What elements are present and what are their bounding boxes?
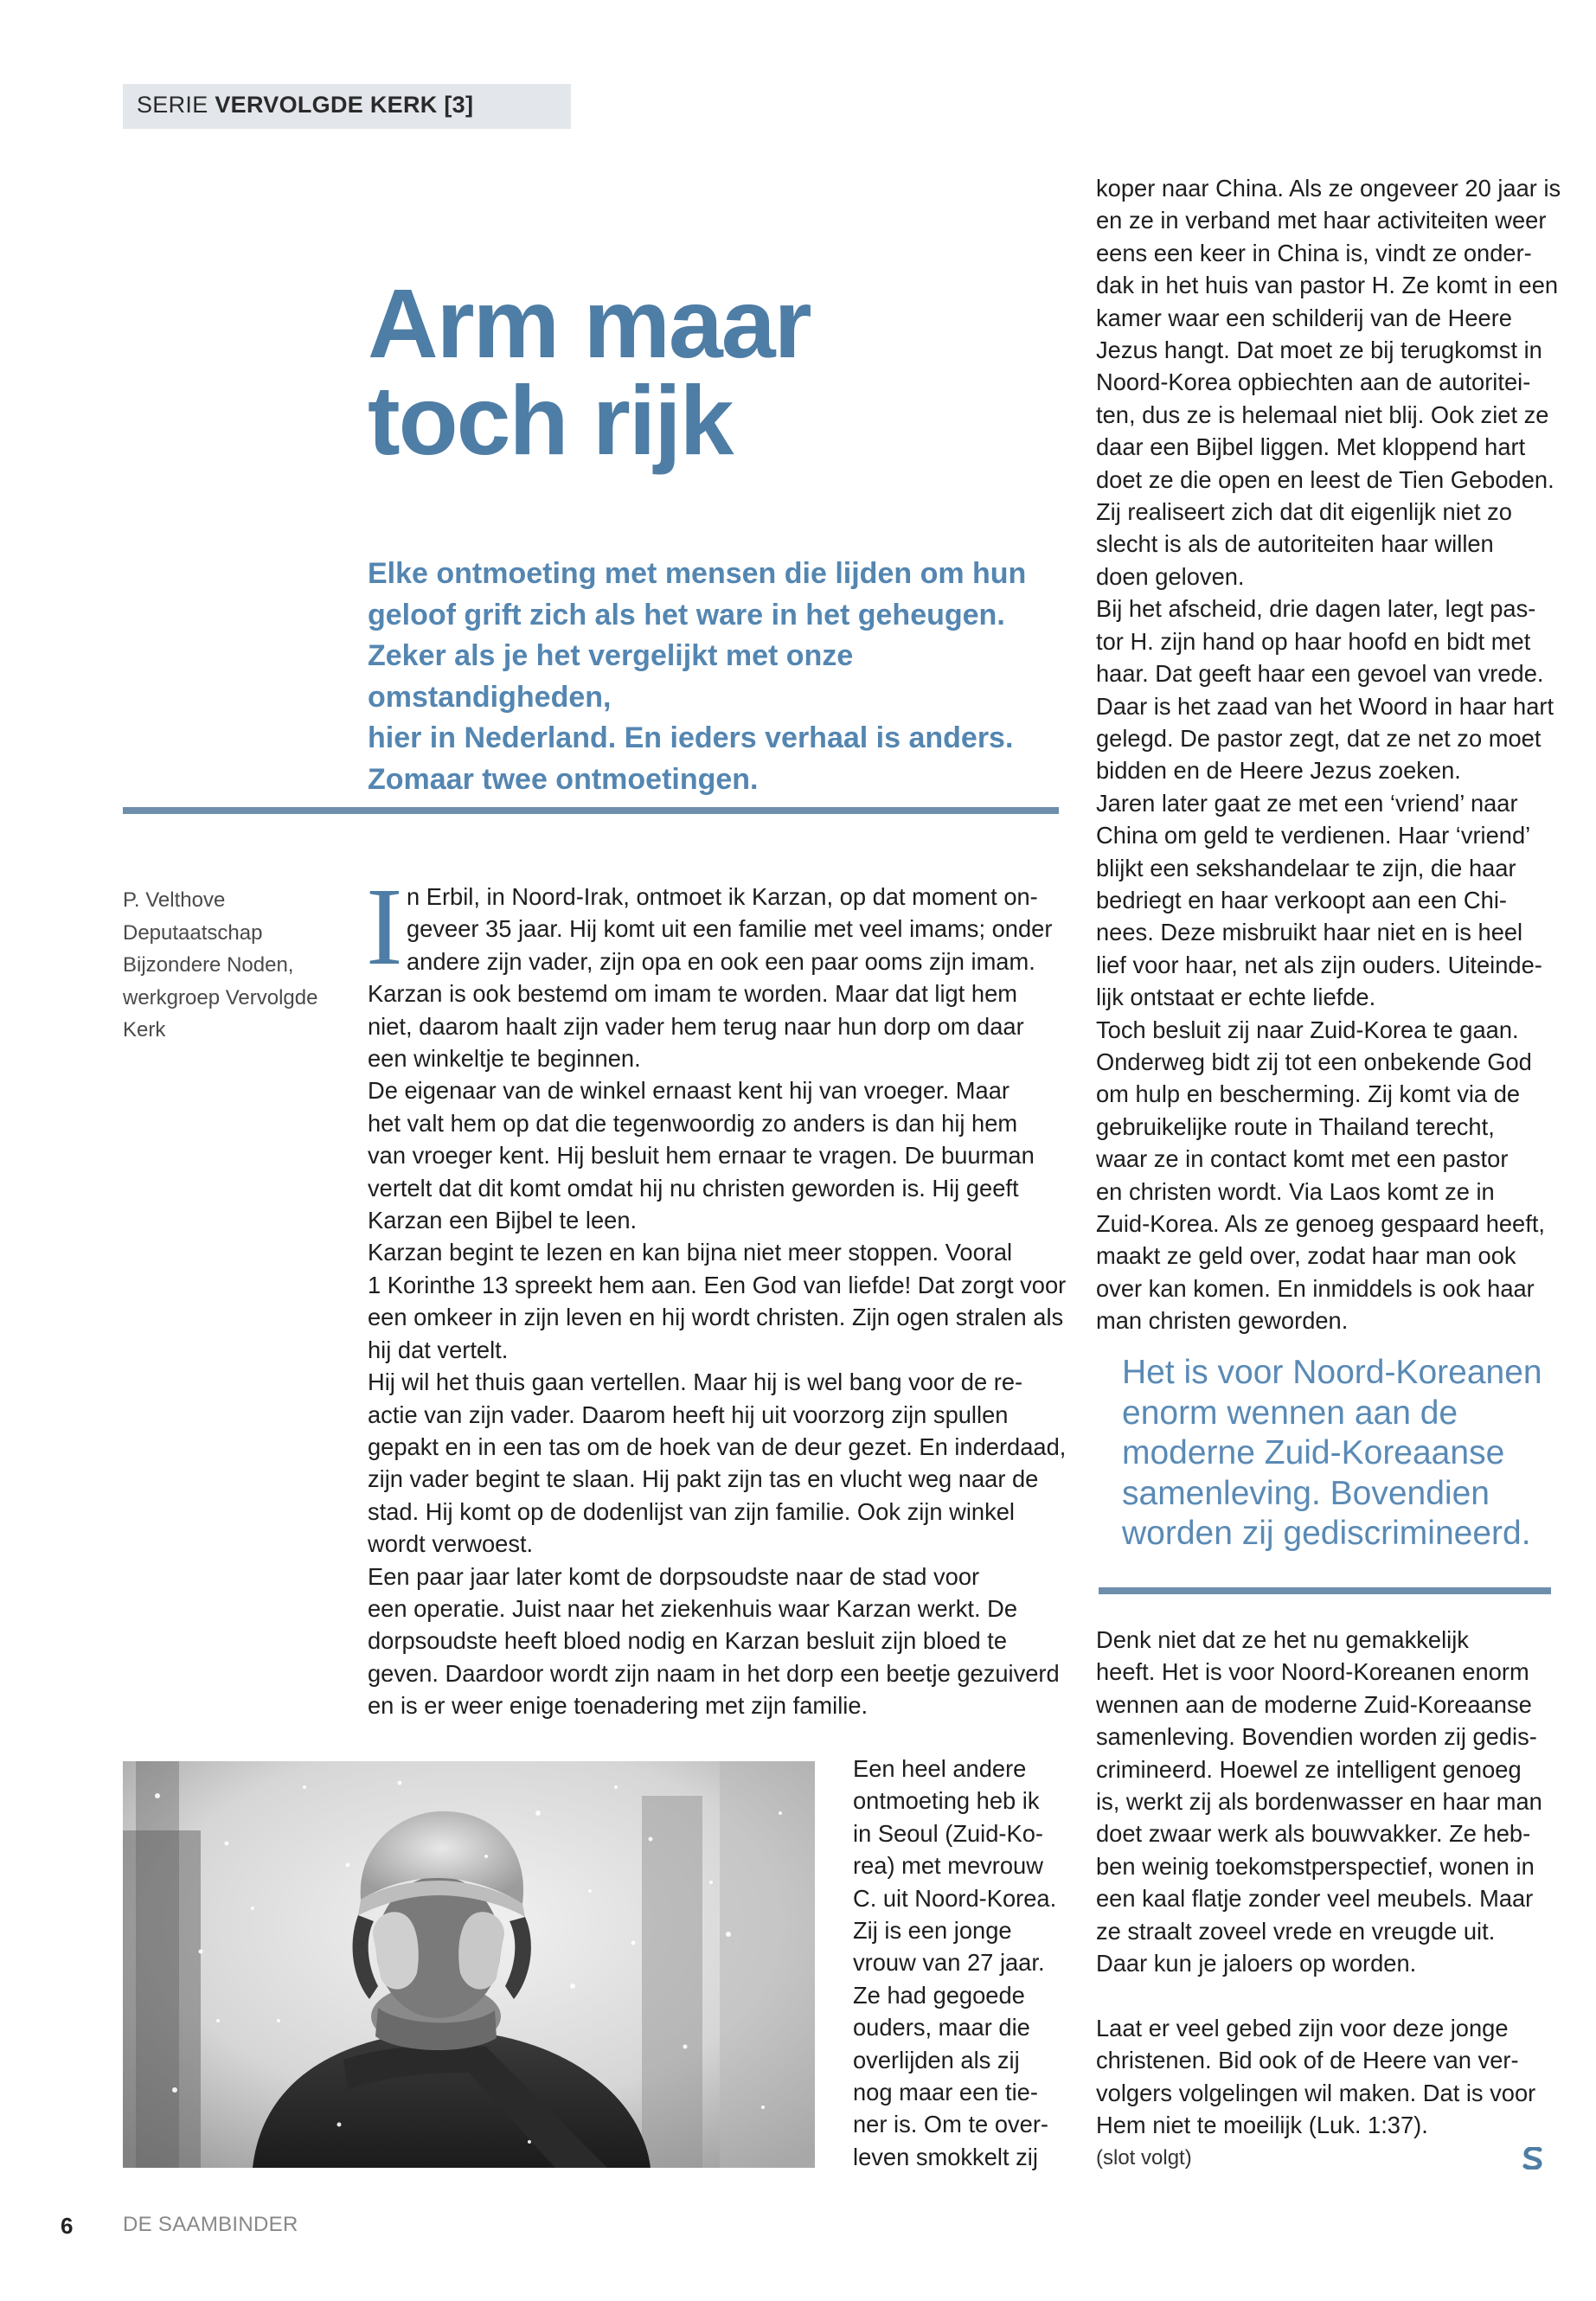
closing-note: (slot volgt) — [1096, 2145, 1192, 2170]
text-line: Toch besluit zij naar Zuid-Korea te gaan. — [1096, 1016, 1519, 1043]
text-line: en is er weer enige toenadering met zijn familie. — [368, 1692, 869, 1720]
text-line: Een heel andere — [853, 1755, 1027, 1782]
text-line: vertelt dat dit komt omdat hij nu christen geworden is. Hij geeft — [368, 1174, 1019, 1202]
text-line: andere zijn vader, zijn opa en ook een paar ooms zijn imam. — [407, 947, 1035, 975]
text-line: stad. Hij komt op de dodenlijst van zijn familie. Ook zijn winkel — [368, 1497, 1015, 1525]
text-line: kamer waar een schilderij van de Heere — [1096, 304, 1512, 331]
main-column — [368, 881, 1067, 1722]
intro-line: geloof grift zich als het ware in het geheugen. — [368, 598, 1005, 631]
pull-quote-line: moderne Zuid-Koreaanse — [1122, 1434, 1505, 1471]
author-affiliation: Deputaatschap — [123, 920, 263, 945]
text-line: wennen aan de moderne Zuid-Koreaanse — [1096, 1690, 1532, 1718]
text-line: een operatie. Juist naar het ziekenhuis waar Karzan werkt. De — [368, 1594, 1018, 1622]
text-line: Laat er veel gebed zijn voor deze jonge — [1096, 2014, 1509, 2041]
title-line-2: toch rijk — [368, 366, 733, 475]
text-line: vrouw van 27 jaar. — [853, 1949, 1045, 1977]
text-line: Ze had gegoede — [853, 1981, 1025, 2009]
text-line: een winkeltje te beginnen. — [368, 1045, 641, 1073]
text-line: Karzan begint te lezen en kan bijna niet meer stoppen. Vooral — [368, 1239, 1013, 1266]
text-line: geven. Daardoor wordt zijn naam in het dorp een beetje gezuiverd — [368, 1659, 1060, 1687]
text-line: en christen wordt. Via Laos komt ze in — [1096, 1177, 1495, 1205]
author-name: P. Velthove — [123, 888, 226, 912]
text-line: maakt ze geld over, zodat haar man ook — [1096, 1242, 1516, 1270]
text-line: om hulp en bescherming. Zij komt via de — [1096, 1080, 1521, 1108]
text-line: Bij het afscheid, drie dagen later, legt pas- — [1096, 595, 1536, 623]
article-intro — [368, 554, 1077, 800]
text-line: Daar kun je jaloers op worden. — [1096, 1950, 1417, 1977]
intro-line: Zeker als je het vergelijkt met onze omstandigheden, — [368, 639, 854, 714]
text-line: en ze in verband met haar activiteiten weer — [1096, 207, 1547, 234]
text-line: is, werkt zij als bordenwasser en haar man — [1096, 1788, 1542, 1816]
text-line: man christen geworden. — [1096, 1307, 1349, 1335]
drop-cap: I — [366, 865, 403, 988]
text-line: ner is. Om te over- — [853, 2111, 1049, 2138]
text-line: tor H. zijn hand op haar hoofd en bidt met — [1096, 627, 1531, 655]
series-tag — [123, 84, 571, 129]
article-title — [368, 269, 811, 475]
text-line: Jezus hangt. Dat moet ze bij terugkomst in — [1096, 336, 1542, 364]
text-line: lief voor haar, net als zijn ouders. Uiteinde- — [1096, 951, 1542, 978]
text-line: ten, dus ze is helemaal niet blij. Ook ziet ze — [1096, 401, 1549, 428]
text-line: in Seoul (Zuid-Ko- — [853, 1819, 1043, 1847]
text-line: overlijden als zij — [853, 2046, 1020, 2073]
text-line: ontmoeting heb ik — [853, 1787, 1040, 1815]
text-line: gepakt en in een tas om de hoek van de deur gezet. En inderdaad, — [368, 1433, 1067, 1460]
text-line: leven smokkelt zij — [853, 2143, 1038, 2170]
text-line: actie van zijn vader. Daarom heeft hij uit voorzorg zijn spullen — [368, 1400, 1009, 1428]
text-line: Hij wil het thuis gaan vertellen. Maar hij is wel bang voor de re- — [368, 1368, 1023, 1396]
title-line-1: Arm maar — [368, 269, 811, 378]
text-line: Jaren later gaat ze met een ‘vriend’ naar — [1096, 789, 1518, 817]
intro-line: hier in Nederland. En ieders verhaal is anders. — [368, 721, 1014, 754]
section-divider — [123, 807, 1059, 814]
author-byline — [123, 884, 330, 1047]
text-line: een omkeer in zijn leven en hij wordt christen. Zijn ogen stralen als — [368, 1304, 1064, 1331]
text-line: lijk ontstaat er echte liefde. — [1096, 984, 1376, 1011]
page-number: 6 — [61, 2213, 74, 2239]
pull-quote-line: enorm wennen aan de — [1122, 1394, 1458, 1432]
right-column-top — [1096, 172, 1561, 1337]
text-line: niet, daarom haalt zijn vader hem terug naar hun dorp om daar — [368, 1012, 1024, 1040]
text-line: wordt verwoest. — [368, 1530, 534, 1558]
pull-quote-line: Het is voor Noord-Koreanen — [1122, 1354, 1542, 1391]
text-line: Onderweg bidt zij tot een onbekende God — [1096, 1048, 1532, 1075]
text-line: nees. Deze misbruikt haar niet en is heel — [1096, 919, 1523, 946]
text-line: geveer 35 jaar. Hij komt uit een familie met veel imams; onder — [407, 915, 1053, 943]
author-affiliation: Bijzondere Noden, — [123, 953, 294, 977]
text-line: C. uit Noord-Korea. — [853, 1884, 1057, 1912]
text-line: het valt hem op dat die tegenwoordig zo anders is dan hij hem — [368, 1109, 1018, 1137]
pull-quote-divider — [1099, 1587, 1551, 1594]
text-line: gebruikelijke route in Thailand terecht, — [1096, 1112, 1495, 1140]
text-line: doet zwaar werk als bouwvakker. Ze heb- — [1096, 1820, 1531, 1848]
pull-quote — [1122, 1353, 1554, 1554]
text-line: slecht is als de autoriteiten haar willen — [1096, 530, 1494, 558]
text-line: bedriegt en haar verkoopt aan een Chi- — [1096, 886, 1507, 913]
text-line: Zij realiseert zich dat dit eigenlijk niet zo — [1096, 498, 1512, 526]
text-line: dorpsoudste heeft bloed nodig en Karzan besluit zijn bloed te — [368, 1627, 1008, 1655]
text-line: doet ze die open en leest de Tien Geboden. — [1096, 465, 1554, 493]
author-affiliation: Kerk — [123, 1018, 166, 1042]
text-line: Daar is het zaad van het Woord in haar hart — [1096, 692, 1554, 720]
text-line: samenleving. Bovendien worden zij gedis- — [1096, 1723, 1537, 1751]
text-line: christenen. Bid ook of de Heere van ver- — [1096, 2047, 1519, 2074]
saambinder-s-icon — [1522, 2147, 1543, 2170]
text-line: rea) met mevrouw — [853, 1852, 1043, 1880]
text-line: koper naar China. Als ze ongeveer 20 jaar is — [1096, 175, 1561, 202]
series-name: VERVOLGDE KERK [3] — [215, 92, 474, 118]
text-line: n Erbil, in Noord-Irak, ontmoet ik Karzan, op dat moment on- — [407, 883, 1038, 910]
text-line: Hem niet te moeilijk (Luk. 1:37). — [1096, 2112, 1428, 2139]
article-photo — [123, 1761, 815, 2168]
text-line: volgers volgelingen wil maken. Dat is voor — [1096, 2079, 1536, 2106]
text-line: ben weinig toekomstperspectief, wonen in — [1096, 1852, 1535, 1880]
text-line: Denk niet dat ze het nu gemakkelijk — [1096, 1626, 1469, 1653]
text-line: China om geld te verdienen. Haar ‘vriend’ — [1096, 822, 1531, 849]
text-line: bidden en de Heere Jezus zoeken. — [1096, 757, 1461, 785]
text-line: over kan komen. En inmiddels is ook haar — [1096, 1274, 1535, 1302]
text-line: De eigenaar van de winkel ernaast kent hij van vroeger. Maar — [368, 1077, 1010, 1105]
text-line: nog maar een tie- — [853, 2079, 1038, 2106]
author-affiliation: werkgroep Vervolgde — [123, 985, 318, 1009]
text-line: gelegd. De pastor zegt, dat ze net zo moet — [1096, 724, 1542, 752]
right-column-bottom-lines — [1096, 1624, 1554, 2142]
text-line: waar ze in contact komt met een pastor — [1096, 1145, 1509, 1173]
text-line: van vroeger kent. Hij besluit hem ernaar te vragen. De buurman — [368, 1142, 1035, 1170]
intro-line: Elke ontmoeting met mensen die lijden om hun — [368, 557, 1027, 590]
text-line: Karzan is ook bestemd om imam te worden. Maar dat ligt hem — [368, 980, 1017, 1008]
text-line: ouders, maar die — [853, 2014, 1030, 2041]
text-line: een kaal flatje zonder veel meubels. Maar — [1096, 1885, 1534, 1913]
text-line: doen geloven. — [1096, 562, 1245, 590]
series-prefix: SERIE — [137, 92, 208, 118]
text-line: Karzan een Bijbel te leen. — [368, 1207, 638, 1234]
intro-line: Zomaar twee ontmoetingen. — [368, 762, 759, 796]
text-line: crimineerd. Hoewel ze intelligent genoeg — [1096, 1755, 1522, 1783]
text-line — [1096, 1979, 1554, 2011]
magazine-name: DE SAAMBINDER — [123, 2213, 298, 2236]
text-line: hij dat vertelt. — [368, 1336, 509, 1363]
pull-quote-line: worden zij gediscrimineerd. — [1122, 1515, 1531, 1552]
text-line: heeft. Het is voor Noord-Koreanen enorm — [1096, 1658, 1529, 1686]
text-line: Noord-Korea opbiechten aan de autoritei- — [1096, 369, 1531, 396]
text-line: zijn vader begint te slaan. Hij pakt zijn tas en vlucht weg naar de — [368, 1465, 1039, 1493]
text-line: eens een keer in China is, vindt ze onder- — [1096, 239, 1532, 266]
text-line: ze straalt zoveel vrede en vreugde uit. — [1096, 1917, 1496, 1945]
text-line: daar een Bijbel liggen. Met kloppend hart — [1096, 433, 1526, 461]
text-line: 1 Korinthe 13 spreekt hem aan. Een God van liefde! Dat zorgt voor — [368, 1271, 1067, 1298]
text-line: Een paar jaar later komt de dorpsoudste naar de stad voor — [368, 1562, 980, 1590]
text-line: blijkt een sekshandelaar te zijn, die haar — [1096, 854, 1516, 881]
text-line: Zuid-Korea. Als ze genoeg gespaard heeft, — [1096, 1210, 1545, 1237]
pull-quote-line: samenleving. Bovendien — [1122, 1474, 1490, 1512]
text-line: haar. Dat geeft haar een gevoel van vrede. — [1096, 660, 1544, 688]
photo-side-column — [853, 1753, 1061, 2173]
right-column-bottom — [1096, 1624, 1554, 2174]
text-line: dak in het huis van pastor H. Ze komt in een — [1096, 272, 1559, 299]
text-line: Zij is een jonge — [853, 1917, 1012, 1945]
photo-woman-in-snow — [123, 1761, 815, 2168]
